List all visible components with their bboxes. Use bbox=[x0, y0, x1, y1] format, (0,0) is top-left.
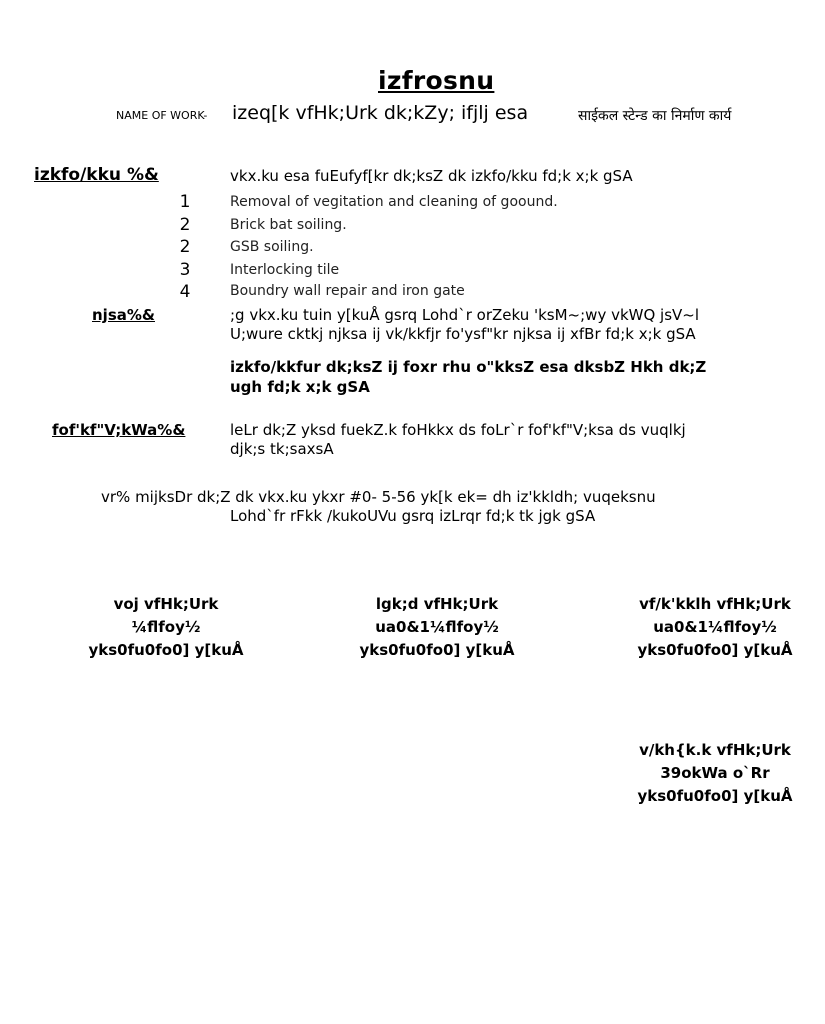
list-item: GSB soiling. bbox=[230, 239, 314, 255]
signature-office: yks0fu0fo0] y[kuÅ bbox=[637, 787, 793, 805]
signature-title: voj vfHk;Urk bbox=[113, 595, 219, 613]
conclusion-line-2: Lohd`fr rFkk /kukoUVu gsrq izLrqr fd;k tk jgk gSA bbox=[230, 507, 596, 525]
signature-block-executive-engineer bbox=[605, 593, 825, 662]
rates-line-1: ;g vkx.ku tuin y[kuÅ gsrq Lohd`r orZeku 'ksM~;wy vkWQ jsV~l bbox=[230, 306, 700, 324]
signature-office: yks0fu0fo0] y[kuÅ bbox=[359, 641, 515, 659]
spec-heading: fof'kf"V;kWa%& bbox=[52, 421, 186, 439]
signature-office: yks0fu0fo0] y[kuÅ bbox=[637, 641, 793, 659]
signature-block-superintending-engineer bbox=[605, 739, 825, 808]
item-number: 2 bbox=[179, 237, 191, 257]
signature-title: vf/k'kklh vfHk;Urk bbox=[639, 595, 791, 613]
rates-heading: njsa%& bbox=[92, 306, 155, 324]
signature-title: lgk;d vfHk;Urk bbox=[375, 595, 499, 613]
item-number: 3 bbox=[179, 260, 191, 280]
list-item: Brick bat soiling. bbox=[230, 217, 347, 233]
item-number: 2 bbox=[179, 215, 191, 235]
signature-block-junior-engineer bbox=[56, 593, 276, 662]
signature-subtitle: ¼flfoy½ bbox=[131, 618, 201, 636]
list-item: Boundry wall repair and iron gate bbox=[230, 283, 465, 299]
signature-block-assistant-engineer bbox=[327, 593, 547, 662]
conclusion-line-1: vr% mijksDr dk;Z dk vkx.ku ykxr #0- 5-56 yk[k ek= dh iz'kkldh; vuqeksnu bbox=[101, 488, 656, 506]
rates-line-2: U;wure cktkj njksa ij vk/kkfjr fo'ysf"kr njksa ij xfBr fd;k x;k gSA bbox=[230, 325, 696, 343]
proposal-intro: vkx.ku esa fuEufyf[kr dk;ksZ dk izkfo/kku fd;k x;k gSA bbox=[230, 167, 633, 185]
item-number: 4 bbox=[179, 282, 191, 302]
document-title: izfrosnu bbox=[378, 66, 495, 95]
signature-subtitle: ua0&1¼flfoy½ bbox=[653, 618, 777, 636]
name-of-work-text: izeq[k vfHk;Urk dk;kZy; ifjlj esa bbox=[232, 102, 529, 124]
proposal-heading: izkfo/kku %& bbox=[34, 165, 159, 185]
spec-line-2: djk;s tk;saxsA bbox=[230, 440, 334, 458]
rates-note-line-2: ugh fd;k x;k gSA bbox=[230, 378, 370, 396]
spec-line-1: leLr dk;Z yksd fuekZ.k foHkkx ds foLr`r fof'kf"V;ksa ds vuqlkj bbox=[230, 421, 686, 439]
item-number: 1 bbox=[179, 192, 191, 212]
signature-subtitle: ua0&1¼flfoy½ bbox=[375, 618, 499, 636]
name-of-work-label: NAME OF WORK- bbox=[116, 109, 208, 122]
list-item: Interlocking tile bbox=[230, 262, 340, 278]
signature-office: yks0fu0fo0] y[kuÅ bbox=[88, 641, 244, 659]
name-of-work-hindi: साईकल स्टेन्ड का निर्माण कार्य bbox=[578, 108, 732, 124]
list-item: Removal of vegitation and cleaning of goound. bbox=[230, 194, 558, 210]
signature-title: v/kh{k.k vfHk;Urk bbox=[639, 741, 791, 759]
signature-subtitle: 39okWa o`Rr bbox=[660, 764, 770, 782]
rates-note-line-1: izkfo/kkfur dk;ksZ ij foxr rhu o"kksZ esa dksbZ Hkh dk;Z bbox=[230, 358, 707, 376]
